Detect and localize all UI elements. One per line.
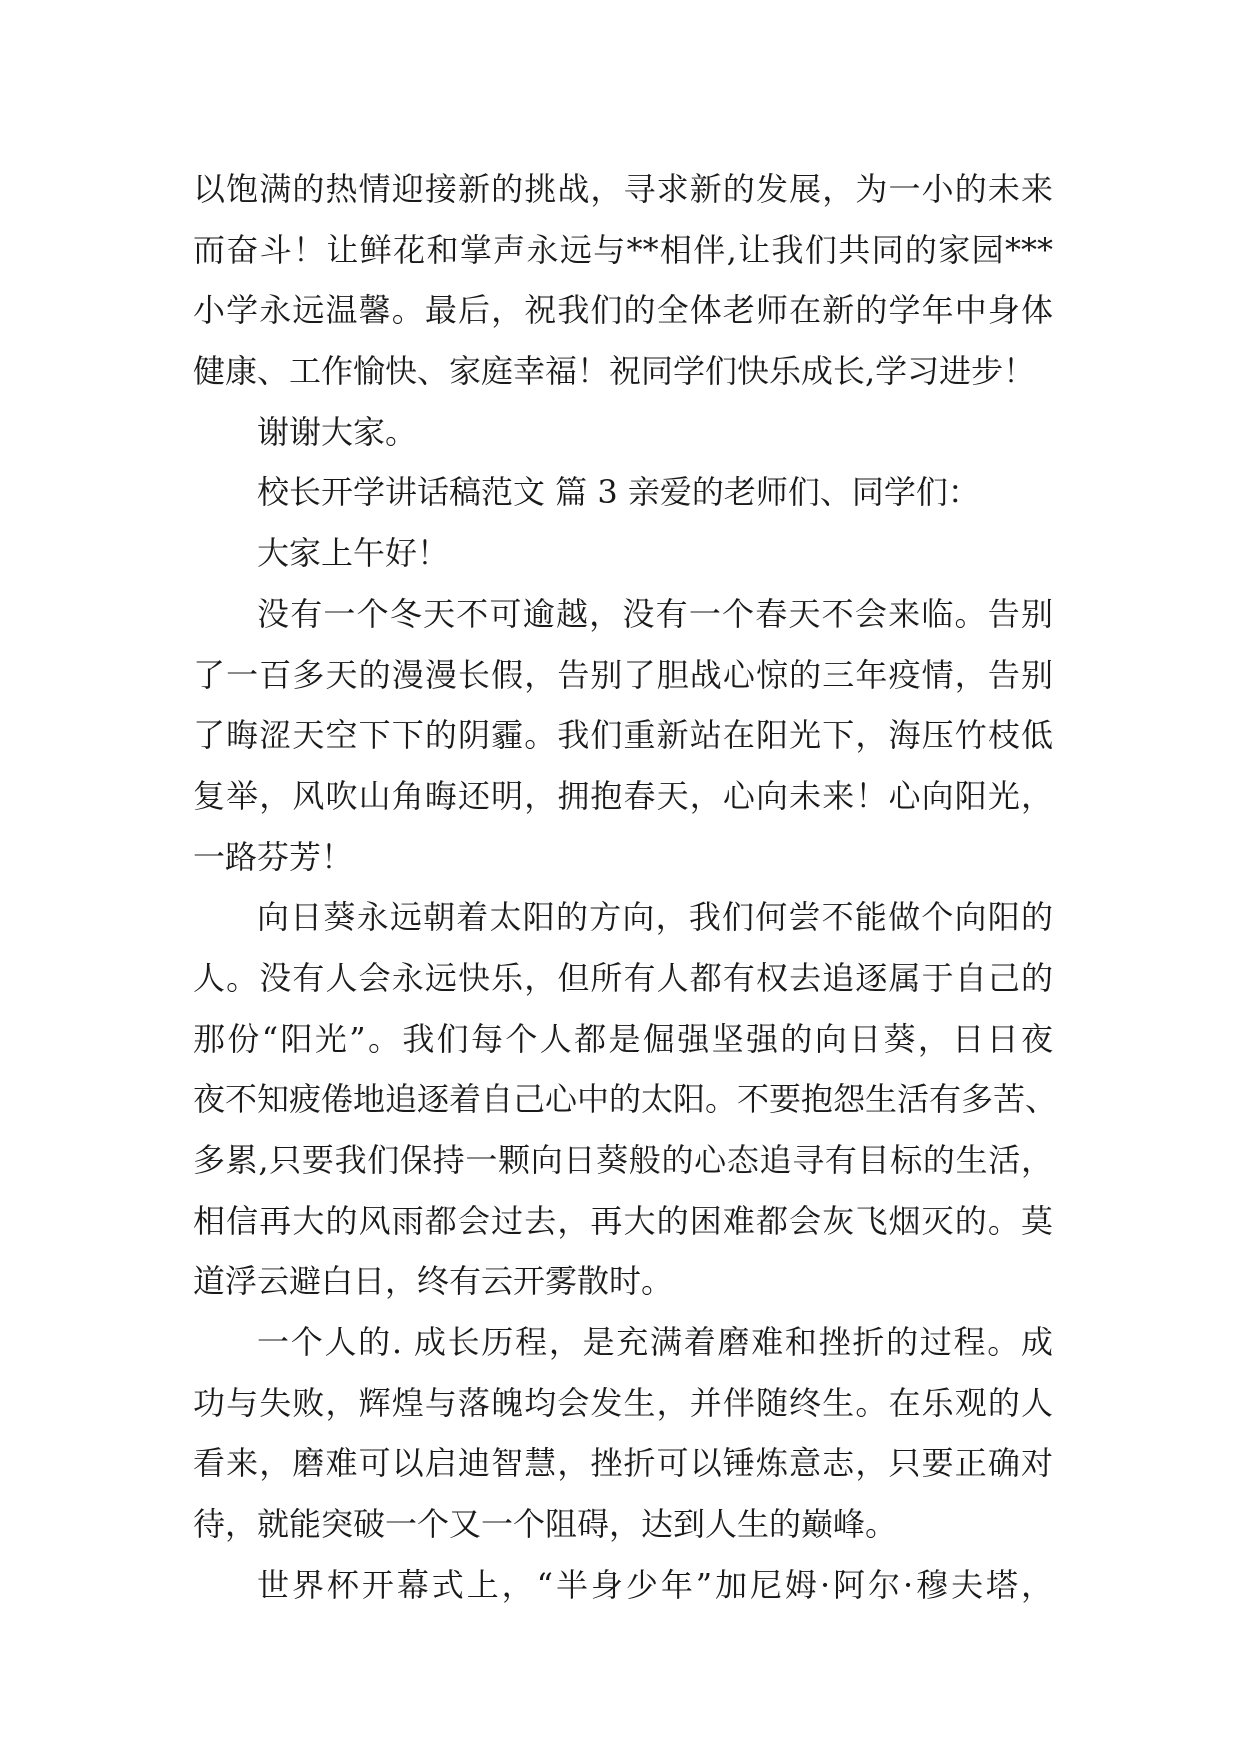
text-line: 小学永远温馨。最后，祝我们的全体老师在新的学年中身体 — [193, 291, 1053, 330]
text-line: 那份“阳光”。我们每个人都是倔强坚强的向日葵，日日夜 — [193, 1019, 1053, 1058]
text-line: 了晦涩天空下下的阴霾。我们重新站在阳光下，海压竹枝低 — [193, 716, 1053, 755]
text-line: 一路芬芳！ — [193, 837, 354, 876]
text-line: 相信再大的风雨都会过去，再大的困难都会灰飞烟灭的。莫 — [193, 1201, 1053, 1240]
text-line: 功与失败，辉煌与落魄均会发生，并伴随终生。在乐观的人 — [193, 1383, 1053, 1422]
text-line: 以饱满的热情迎接新的挑战，寻求新的发展，为一小的未来 — [193, 170, 1053, 208]
text-line: 向日葵永远朝着太阳的方向，我们何尝不能做个向阳的 — [257, 898, 1053, 937]
text-line: 世界杯开幕式上，“半身少年”加尼姆·阿尔·穆夫塔， — [257, 1565, 1053, 1604]
text-line: 谢谢大家。 — [257, 412, 418, 451]
document-body — [193, 159, 1058, 1616]
text-line: 待，就能突破一个又一个阻碍，达到人生的巅峰。 — [193, 1505, 898, 1544]
text-line: 多累,只要我们保持一颗向日葵般的心态追寻有目标的生活， — [193, 1141, 1053, 1179]
text-line: 夜不知疲倦地追逐着自己心中的太阳。不要抱怨生活有多苦、 — [193, 1080, 1058, 1119]
text-line: 看来，磨难可以启迪智慧，挫折可以锤炼意志，只要正确对 — [193, 1444, 1053, 1483]
text-line: 一个人的. 成长历程，是充满着磨难和挫折的过程。成 — [257, 1323, 1053, 1362]
text-line: 健康、工作愉快、家庭幸福！祝同学们快乐成长,学习进步！ — [193, 352, 1036, 391]
text-line: 复举，风吹山角晦还明，拥抱春天，心向未来！心向阳光， — [193, 776, 1053, 815]
text-line: 大家上午好！ — [257, 534, 450, 573]
text-line: 而奋斗！让鲜花和掌声永远与**相伴,让我们共同的家园*** — [193, 230, 1053, 269]
text-line: 校长开学讲话稿范文 篇 3 亲爱的老师们、同学们： — [257, 473, 980, 512]
text-line: 人。没有人会永远快乐，但所有人都有权去追逐属于自己的 — [193, 958, 1053, 997]
text-line: 没有一个冬天不可逾越，没有一个春天不会来临。告别 — [257, 594, 1053, 633]
text-line: 了一百多天的漫漫长假，告别了胆战心惊的三年疫情，告别 — [193, 655, 1053, 694]
text-line: 道浮云避白日，终有云开雾散时。 — [193, 1262, 674, 1301]
